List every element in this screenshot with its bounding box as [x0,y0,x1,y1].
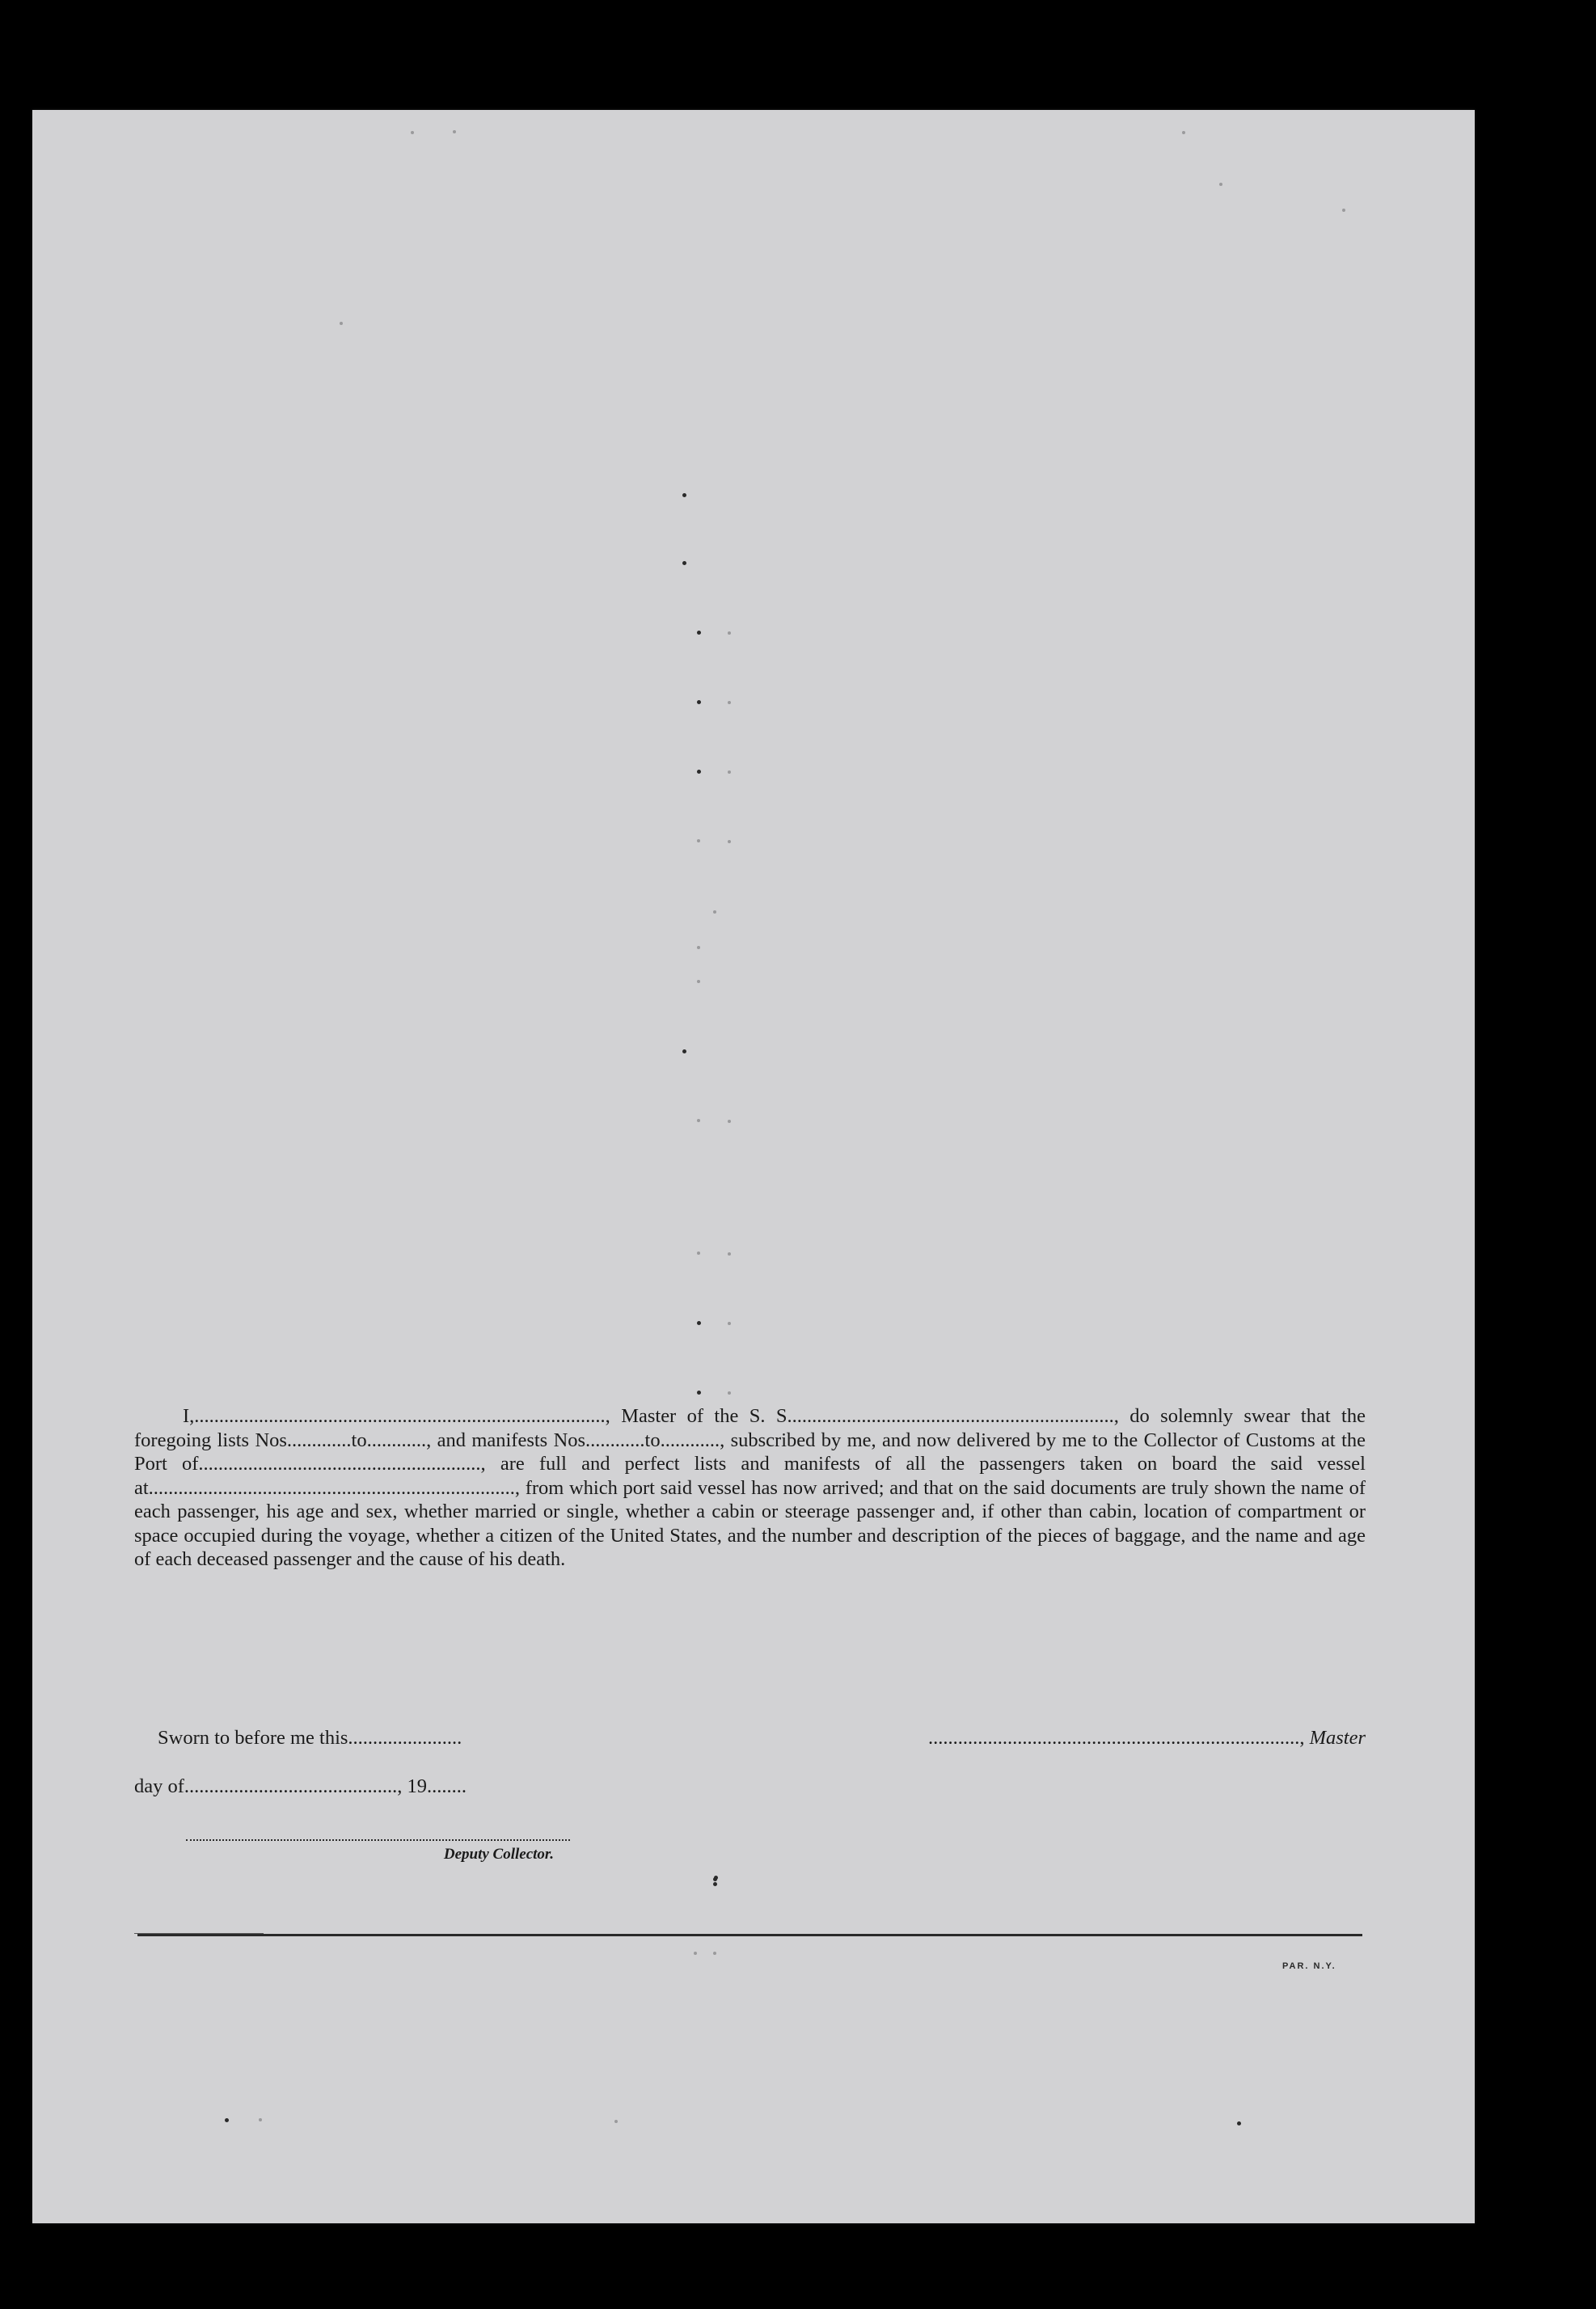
oath-master-name-field: I,..................................................................................., [183,1405,622,1427]
column-dot [682,561,686,565]
printer-mark: PAR. N.Y. [1282,1961,1336,1971]
speck [340,322,343,325]
column-dot [697,700,701,704]
speck [411,131,414,134]
speck [1237,2121,1241,2125]
deputy-collector-label: Deputy Collector. [443,1846,554,1863]
horizontal-rule [137,1934,1362,1936]
speck [713,1882,717,1886]
oath-paragraph [134,1404,1366,1572]
master-signature-dots: ..........................................................................., [927,1727,1310,1749]
speck [1182,131,1185,134]
speck [614,2120,618,2123]
column-dot [697,1321,701,1325]
column-dot [697,839,700,842]
column-dot [697,980,700,983]
column-dot [728,840,731,843]
column-dot [728,1120,731,1123]
deputy-collector-signature-line [186,1839,570,1841]
oath-master-of-label: Master of the S. S. [621,1405,792,1427]
speck [259,2118,262,2121]
column-dot [697,1252,700,1255]
column-dot [728,631,731,635]
speck [694,1952,697,1955]
master-label: Master [1309,1727,1366,1749]
column-dot [697,631,701,635]
column-dot [728,1391,731,1395]
column-dot [713,910,716,914]
column-dot [728,701,731,704]
column-dot [728,770,731,774]
oath-body: ................................................................., do solemnly swear that the foregoing lists Nos.............to............, and manifests Nos............to............, subscribed by me, and now delivered by me to the Collector of Customs at the Port of........................................................., are full and perfect lists and manifests of all the passengers taken on board the said vessel at.........................................................................., from which port said vessel has now arrived; and that on the said documents are truly shown the name of each passenger, his age and sex, whether married or single, whether a cabin or steerage passenger and, if other than cabin, location of compartment or space occupied during the voyage, whether a citizen of the United States, and the number and description of the pieces of baggage, and the name and age of each deceased passenger and the cause of his death. [134,1405,1366,1570]
sworn-to-before-me: Sworn to before me this....................... [158,1727,462,1749]
column-dot [697,1391,701,1395]
column-dot [682,493,686,497]
speck [453,130,456,133]
master-signature-line [928,1727,1366,1750]
speck [225,2118,229,2122]
column-dot [728,1322,731,1325]
day-of-line: day of..........................................., 19........ [134,1775,467,1797]
oath-text [134,1404,1366,1572]
column-dot [697,1119,700,1122]
speck [1219,183,1222,186]
column-dot [697,946,700,949]
speck [1342,209,1345,212]
column-dot [697,770,701,774]
speck [713,1952,716,1955]
form-sheet [32,110,1475,2223]
column-dot [682,1049,686,1053]
speck [713,1877,717,1881]
column-dot [728,1252,731,1256]
